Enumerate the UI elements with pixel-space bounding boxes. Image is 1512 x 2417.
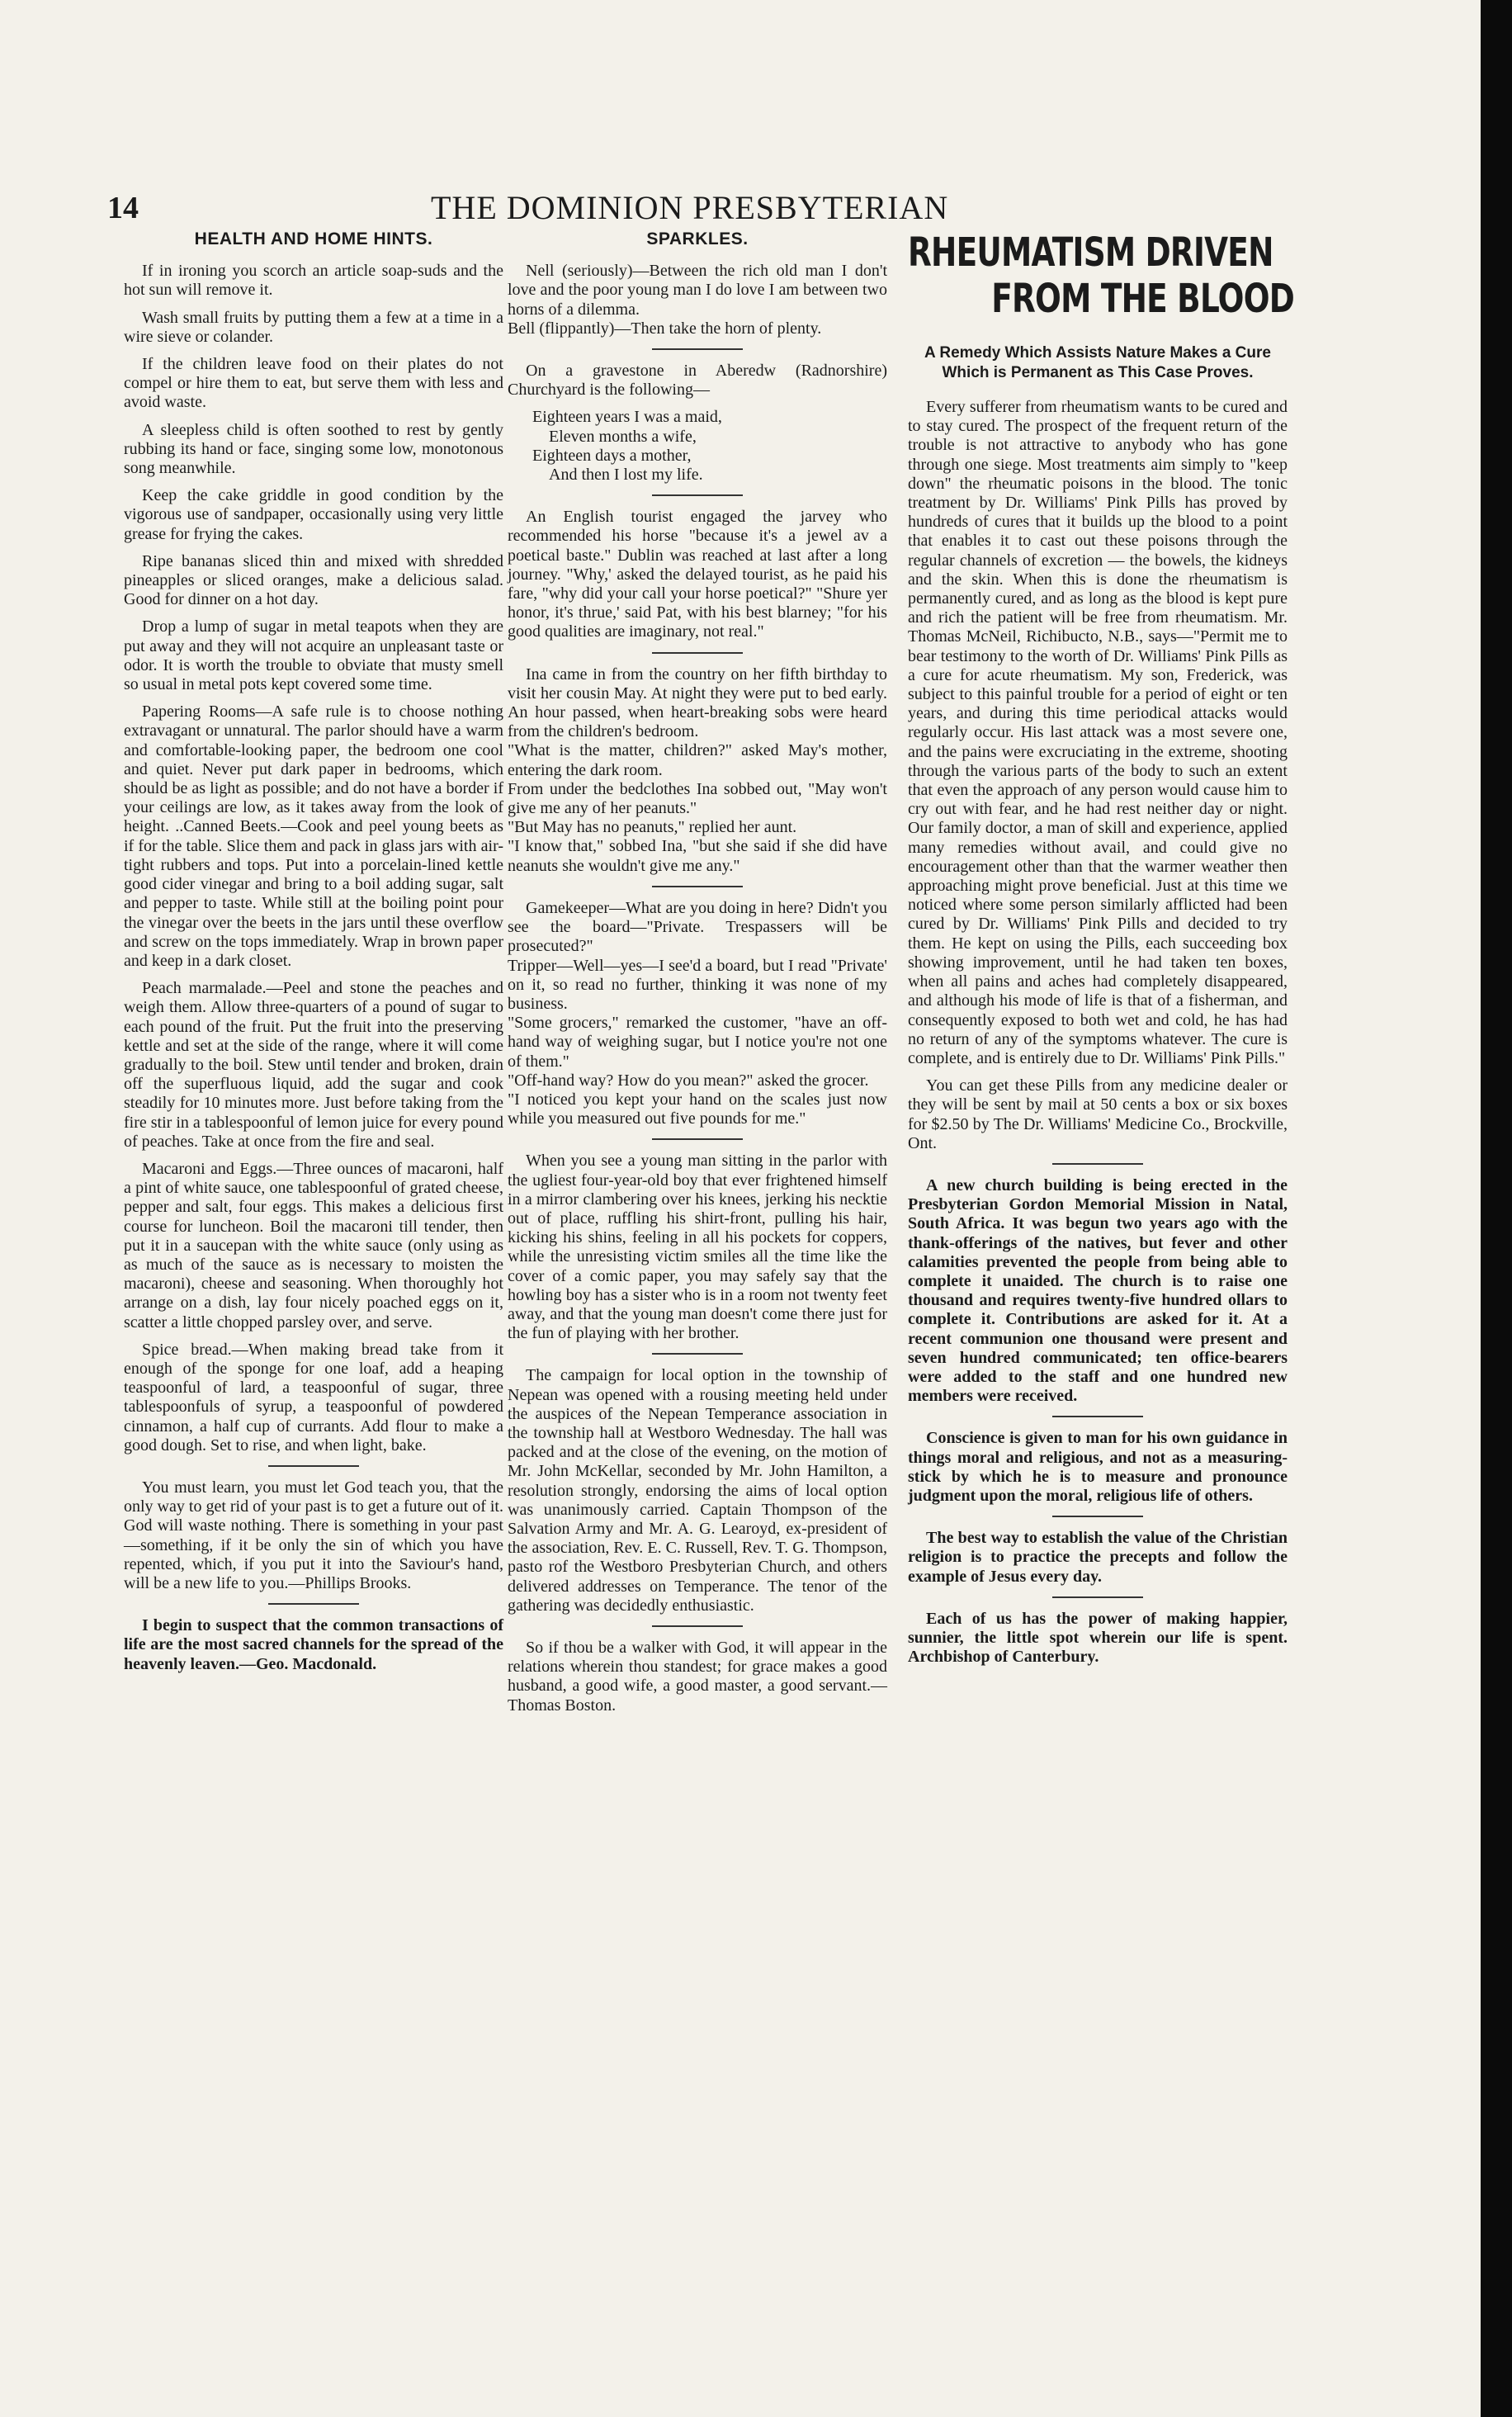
poem bbox=[532, 408, 887, 485]
sparkle-item: An English tourist engaged the jarvey who recommended his horse "because it's a jewel av a poetical baste." Dublin was reached at last after a long journey. "Why,' asked the delayed tourist, as he paid his fare, "why did your call your horse poetical?" "Shure yer honor, it's thrue,' said Pat, with his best blarney; "for his good qualities are imaginary, not real." bbox=[508, 508, 887, 641]
divider bbox=[652, 494, 743, 496]
sparkle-item: On a gravestone in Aberedw (Radnorshire) Churchyard is the following— bbox=[508, 362, 887, 400]
headline-line-1: RHEUMATISM DRIVEN bbox=[908, 229, 1273, 276]
news-item: The best way to establish the value of the Christian religion is to practice the precepts and follow the example of Jesus every day. bbox=[908, 1529, 1288, 1586]
sparkle-item: The campaign for local option in the township of Nepean was opened with a rousing meeting held under the auspices of the Nepean Temperance association in the township hall at Westboro Wednesday. The hall was packed and at the close of the evening, on the motion of Mr. John McKellar, seconded by Mr. John Hamilton, a resolution strongly, endorsing the aims of local option was unanimously carried. Captain Thompson of the Salvation Army and Mr. A. G. Learoyd, ex-president of the association, Rev. E. C. Russell, Rev. T. G. Thompson, pasto rof the Westboro Presbyterian Church, and others delivered addresses on Temperance. The tenor of the gathering was decidedly enthusiastic. bbox=[508, 1366, 887, 1615]
page-header bbox=[107, 182, 1288, 231]
hint-paragraph: If the children leave food on their plates do not compel or hire them to eat, but serve them with less and avoid waste. bbox=[124, 355, 503, 412]
hint-paragraph: Spice bread.—When making bread take from it enough of the sponge for one loaf, add a heaping teaspoonful of lard, a teaspoonful of sugar, three tablespoonfuls of syrup, a teaspoonful of powdered cinnamon, a half cup of currants. Add flour to make a good dough. Set to rise, and when light, bake. bbox=[124, 1340, 503, 1454]
divider bbox=[652, 1353, 743, 1355]
hint-paragraph: Wash small fruits by putting them a few at a time in a wire sieve or colander. bbox=[124, 308, 503, 346]
sparkle-item: Ina came in from the country on her fifth birthday to visit her cousin May. At night they were put to bed early. An hour passed, when heart-breaking sobs were heard from the children's bedroom. "What is the matter, children?" asked May's mother, entering the dark room. From under the bedclothes Ina sobbed out, "May won't give me any of her peanuts." "But May has no peanuts," replied her aunt. "I know that," sobbed Ina, "but she said if she did have neanuts she wouldn't give me any." bbox=[508, 665, 887, 875]
column-sparkles bbox=[508, 229, 887, 1724]
hint-paragraph: Papering Rooms—A safe rule is to choose nothing extravagant or unnatural. The parlor should have a warm and comfortable-looking paper, the bedroom one cool and quiet. Never put dark paper in bedrooms, which should be as light as possible; and do not have a border if your ceilings are low, as it takes away from the look of height. ..Canned Beets.—Cook and peel young beets as if for the table. Slice them and pack in glass jars with air-tight rubbers and tops. Put into a porcelain-lined kettle good cider vinegar and bring to a boil adding sugar, salt and pepper to taste. While still at the boiling point pour the vinegar over the beets in the jars until these overflow and screw on the tops immediately. Wrap in brown paper and keep in a dark closet. bbox=[124, 702, 503, 970]
hint-paragraph: Keep the cake griddle in good condition by the vigorous use of sandpaper, occasionally using very little grease for frying the cakes. bbox=[124, 486, 503, 543]
page-number: 14 bbox=[107, 191, 139, 225]
hint-paragraph: Peach marmalade.—Peel and stone the peaches and weigh them. Allow three-quarters of a pound of sugar to each pound of the fruit. Put the fruit into the preserving kettle and set at the side of the range, where it will come gradually to the boil. Stew until tender and broken, drain off the superfluous liquid, add the sugar and cook steadily for 10 minutes more. Just before taking from the fire stir in a tablespoonful of lemon juice for every pound of peaches. Take at once from the fire and seal. bbox=[124, 979, 503, 1151]
article-body: You can get these Pills from any medicine dealer or they will be sent by mail at 50 cents a box or six boxes for $2.50 by The Dr. Williams' Medicine Co., Brockville, Ont. bbox=[908, 1076, 1288, 1152]
divider bbox=[268, 1603, 359, 1605]
newspaper-page bbox=[107, 165, 1295, 2278]
divider bbox=[1052, 1516, 1143, 1517]
page-edge-bar bbox=[1481, 0, 1512, 2417]
section-heading: HEALTH AND HOME HINTS. bbox=[194, 229, 433, 248]
column-health-home-hints bbox=[124, 229, 503, 1682]
article-subheading: A Remedy Which Assists Nature Makes a Cure Which is Permanent as This Case Proves. bbox=[924, 344, 1271, 381]
poem-line: And then I lost my life. bbox=[549, 466, 703, 485]
publication-title: THE DOMINION PRESBYTERIAN bbox=[431, 189, 949, 226]
hint-paragraph: A sleepless child is often soothed to rest by gently rubbing its hand or face, singing some low, monotonous song meanwhile. bbox=[124, 420, 503, 478]
news-item: Conscience is given to man for his own guidance in things moral and religious, and not as a measuring-stick by which he is to measure and pronounce judgment upon the moral, religious life of others. bbox=[908, 1429, 1288, 1505]
quote-paragraph: I begin to suspect that the common transactions of life are the most sacred channels for the spread of the heavenly leaven.—Geo. Macdonald. bbox=[124, 1616, 503, 1673]
section-heading: SPARKLES. bbox=[646, 229, 749, 248]
divider bbox=[1052, 1596, 1143, 1598]
news-item: Each of us has the power of making happier, sunnier, the little spot wherein our life is spent. Archbishop of Canterbury. bbox=[908, 1609, 1288, 1667]
quote-paragraph: You must learn, you must let God teach you, that the only way to get rid of your past is to get a future out of it. God will waste nothing. There is something in your past—something, if it be only the sin of which you have repented, which, if you put it into the Saviour's hand, will be a new life to you.—Phillips Brooks. bbox=[124, 1478, 503, 1592]
sparkle-item: Nell (seriously)—Between the rich old man I don't love and the poor young man I do love I am between two horns of a dilemma. Bell (flippantly)—Then take the horn of plenty. bbox=[508, 262, 887, 338]
poem-line: Eleven months a wife, bbox=[549, 427, 697, 446]
poem-line: Eighteen days a mother, bbox=[532, 446, 692, 465]
poem-line: Eighteen years I was a maid, bbox=[532, 408, 722, 427]
sparkle-item: Gamekeeper—What are you doing in here? Didn't you see the board—"Private. Trespassers will be prosecuted?" Tripper—Well—yes—I see'd a board, but I read "Private' on it, so read no further, thinking it was none of my business. "Some grocers," remarked the customer, "have an off-hand way of weighing sugar, but I notice you're not one of them." "Off-hand way? How do you mean?" asked the grocer. "I noticed you kept your hand on the scales just now while you measured out five pounds for me." bbox=[508, 898, 887, 1128]
divider bbox=[652, 1625, 743, 1627]
hint-paragraph: Ripe bananas sliced thin and mixed with shredded pineapples or sliced oranges, make a delicious salad. Good for dinner on a hot day. bbox=[124, 551, 503, 609]
divider bbox=[652, 886, 743, 887]
divider bbox=[652, 1138, 743, 1140]
divider bbox=[1052, 1163, 1143, 1165]
divider bbox=[268, 1465, 359, 1467]
divider bbox=[1052, 1416, 1143, 1417]
hint-paragraph: If in ironing you scorch an article soap-suds and the hot sun will remove it. bbox=[124, 262, 503, 300]
headline-line-2: FROM THE BLOOD bbox=[991, 276, 1295, 322]
divider bbox=[652, 348, 743, 350]
article-body: Every sufferer from rheumatism wants to be cured and to stay cured. The prospect of the frequent return of the trouble is not attractive to anybody who has gone through one siege. Most treatments aim simply to "keep down" the rheumatic poisons in the blood. The tonic treatment by Dr. Williams' Pink Pills has proved by hundreds of cures that it builds up the blood to a point that enables it to cast out these poisons through the regular channels of excretion — the bowels, the kidneys and the skin. When this is done the rheumatism is permanently cured, and as long as the blood is kept pure and rich the patient will be free from rheumatism. Mr. Thomas McNeil, Richibucto, N.B., says—"Permit me to bear testimony to the worth of Dr. Williams' Pink Pills as a cure for acute rheumatism. My son, Frederick, was subject to this painful trouble for a period of eight or ten years, and during this time periodical attacks would regularly occur. His last attack was a most severe one, and the pains were excruciating in the extreme, shooting through the various parts of the body to such an extent that even the approach of any person would cause him to cry out with fear, and he had rest neither day or night. Our family doctor, a man of skill and experience, applied many remedies without avail, and could give no encouragement other than that the warmer weather then approaching might prove beneficial. Just at this time we noticed where some person similarly afflicted had been cured by Dr. Williams' Pink Pills and decided to try them. He kept on using the Pills, each succeeding box showing improvement, until he had taken ten boxes, when all pains and aches had completely disappeared, and although his mode of life is that of a fisherman, and consequently exposed to both wet and cold, he has had no return of any of the symptoms whatever. The cure is complete, and is entirely due to Dr. Williams' Pink Pills." bbox=[908, 398, 1288, 1067]
hint-paragraph: Macaroni and Eggs.—Three ounces of macaroni, half a pint of white sauce, one tablespoonful of grated cheese, pepper and salt, four eggs. This makes a delicious first course for luncheon. Boil the macaroni till tender, then put it in a saucepan with the white sauce (only using as as much of the sauce as is necessary to moisten the macaroni), cheese and seasoning. When thoroughly hot arrange on a dish, lay four nicely poached eggs on it, scatter a little chopped parsley over, and serve. bbox=[124, 1159, 503, 1331]
sparkle-item: When you see a young man sitting in the parlor with the ugliest four-year-old boy that ever frightened himself in a mirror clambering over his knees, jerking his necktie out of place, ruffling his shirt-front, pulling his hair, kicking his shins, feeling in all his pockets for coppers, while the unresisting victim smiles all the time like the cover of a comic paper, you may safely say that the howling boy has a sister who is in a room not twenty feet away, and that the young man doesn't come there just for the fun of playing with her brother. bbox=[508, 1152, 887, 1343]
sparkle-item: So if thou be a walker with God, it will appear in the relations wherein thou standest; for grace makes a good husband, a good wife, a good master, a good servant.—Thomas Boston. bbox=[508, 1639, 887, 1715]
divider bbox=[652, 652, 743, 654]
column-rheumatism-article bbox=[908, 229, 1295, 1675]
hint-paragraph: Drop a lump of sugar in metal teapots when they are put away and they will not acquire an unpleasant taste or odor. It is worth the trouble to obviate that musty smell so usual in metal pots kept covered some time. bbox=[124, 617, 503, 694]
news-item: A new church building is being erected in the Presbyterian Gordon Memorial Mission in Natal, South Africa. It was begun two years ago with the thank-offerings of the natives, but fever and other calamities prevented the people from being able to complete it unaided. The church is to raise one thousand and requires twenty-five hundred ollars to complete it. Contributions are asked for it. At a recent communion one thousand were present and seven hundred communicated; ten office-bearers were added to the staff and one hundred new members were received. bbox=[908, 1175, 1288, 1406]
